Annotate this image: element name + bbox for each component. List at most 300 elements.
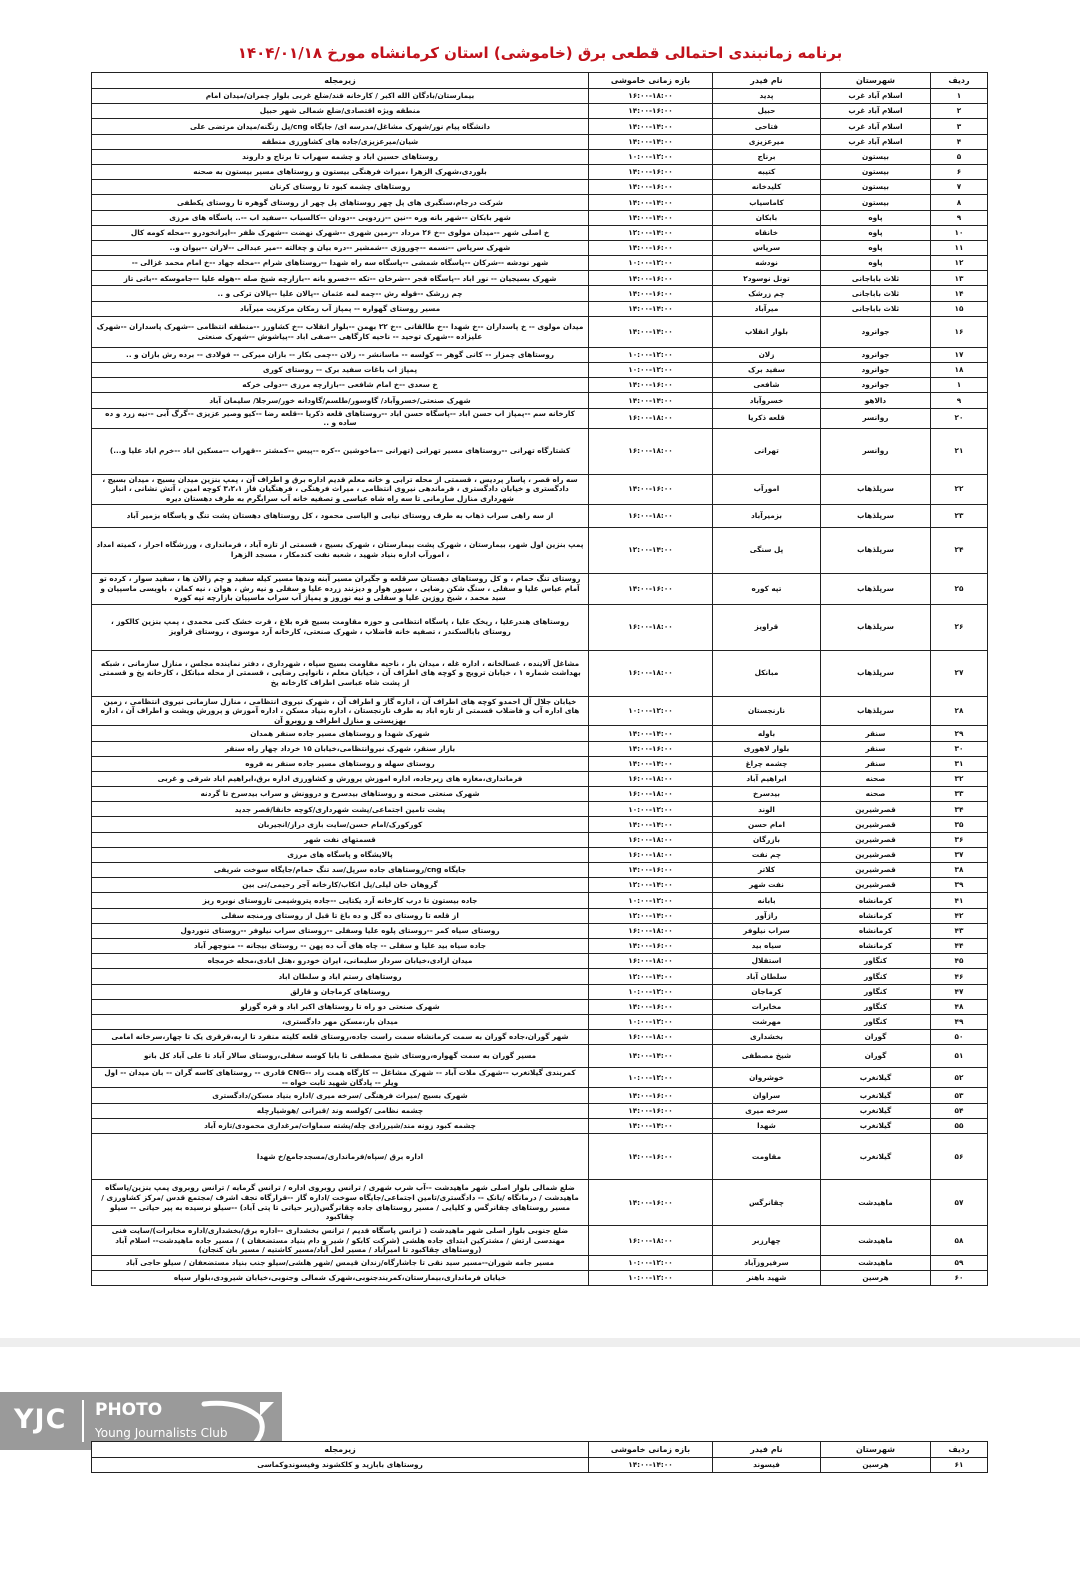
cell-city: اسلام آباد غرب (821, 119, 931, 134)
cell-radif: ۶۱ (931, 1458, 988, 1473)
cell-city: جوانرود (821, 363, 931, 378)
cell-city: ماهیدشت (821, 1226, 931, 1256)
cell-radif: ۳۶ (931, 832, 988, 847)
cell-radif: ۸ (931, 195, 988, 210)
cell-radif: ۲۱ (931, 428, 988, 474)
cell-feeder: بیدسرخ (713, 787, 821, 802)
cell-radif: ۲۵ (931, 573, 988, 604)
cell-radif: ۴۸ (931, 999, 988, 1014)
cell-city: ثلاث باباجانی (821, 301, 931, 316)
cell-radif: ۳۰ (931, 741, 988, 756)
cell-city: سنقر (821, 726, 931, 741)
cell-time: ۱۴:۰۰-۱۶:۰۰ (589, 240, 713, 255)
cell-sub: چشمه کبود زونه مند/شیرزادی چله/پشته سماوات/مرغداری محمودی/تازه آباد (92, 1118, 589, 1133)
table-row (92, 271, 988, 286)
cell-time: ۱۲:۰۰-۱۴:۰۰ (589, 878, 713, 893)
cell-radif: ۲۹ (931, 726, 988, 741)
table-row (92, 504, 988, 527)
cell-city: پاوه (821, 240, 931, 255)
cell-feeder: امام حسن (713, 817, 821, 832)
cell-city: بیستون (821, 180, 931, 195)
table-row (92, 604, 988, 650)
table-row (92, 878, 988, 893)
table-row (92, 863, 988, 878)
header-radif: ردیف (931, 73, 988, 89)
cell-time: ۱۴:۰۰-۱۶:۰۰ (589, 741, 713, 756)
table-row (92, 984, 988, 999)
cell-sub: شهرک صنعتی صحنه و روستاهای بیدسرخ و دروونش و سراب بیدسرخ تا گردنه (92, 787, 589, 802)
cell-time: ۱۶:۰۰-۱۸:۰۰ (589, 428, 713, 474)
table-row (92, 149, 988, 164)
cell-radif: ۴۵ (931, 954, 988, 969)
cell-feeder: چهارزبر (713, 1226, 821, 1256)
cell-city: سرپلذهاب (821, 527, 931, 573)
cell-city: کرمانشاه (821, 908, 931, 923)
table-row (92, 1118, 988, 1133)
cell-time: ۱۴:۰۰-۱۶:۰۰ (589, 378, 713, 393)
header-feeder: نام فیدر (713, 73, 821, 89)
cell-city: کرمانشاه (821, 923, 931, 938)
cell-feeder: استقلال (713, 954, 821, 969)
cell-feeder: سرفیروزآباد (713, 1255, 821, 1270)
cell-feeder: چقانرگس (713, 1180, 821, 1226)
cell-sub: مسیر گوران به سمت گهواره،روستای شیخ مصطفی تا بابا کوسه سفلی،روستای سالار آباد تا علی آباد کل بانو (92, 1045, 589, 1068)
cell-radif: ۳۴ (931, 802, 988, 817)
cell-city: پاوه (821, 210, 931, 225)
table-row (92, 1255, 988, 1270)
cell-sub: روستاهای چمزار -- کانی گوهر -- کولسه -- ماسانشر -- زلان --چمی بکار -- بازان میرکی -- فولادی -- برده رش بازان و .. (92, 347, 589, 362)
cell-sub: شیان/میرعزیزی/جاده های کشاورزی منطقه (92, 134, 589, 149)
cell-city: قصرشیرین (821, 832, 931, 847)
cell-radif: ۱۳ (931, 271, 988, 286)
cell-sub: پشت تامین اجتماعی/پشت شهرداری/کوچه خانقا/قصر جدید (92, 802, 589, 817)
cell-city: کنگاور (821, 984, 931, 999)
cell-sub: بازار سنقر، شهرک نیروانتظامی،خیابان ۱۵ خرداد چهار راه سنقر (92, 741, 589, 756)
cell-feeder: سفید برک (713, 363, 821, 378)
cell-sub: روستای سهله و روستاهای مسیر جاده سنقر به فروه (92, 756, 589, 771)
cell-time: ۱۰:۰۰-۱۲:۰۰ (589, 1255, 713, 1270)
cell-sub: روستاهای هندرعلیا ، ریخک علیا ، پاسگاه انتظامی و حوزه مقاومت بسیج قره بلاغ ، قرت خشک کنی محمدی ، پمپ بنزین کالکوز ، روستای بابالسکندر ، تصفیه خانه فاضلاب ، شهرک صنعتی، کارخانه آرد موسوی ، روستای قراویز (92, 604, 589, 650)
cell-city: سنقر (821, 741, 931, 756)
table-row (92, 89, 988, 104)
cell-feeder: نارنجستان (713, 696, 821, 726)
cell-city: پاوه (821, 256, 931, 271)
cell-sub: شهرک بسیج /میراث فرهنگی /سرخه میری /اداره بنیاد مسکن/دادگستری (92, 1088, 589, 1103)
cell-feeder: بخشداری (713, 1030, 821, 1045)
cell-city: گیلانغرب (821, 1134, 931, 1180)
cell-radif: ۵۰ (931, 1030, 988, 1045)
cell-feeder: تونل نوسود۲ (713, 271, 821, 286)
cell-radif: ۵۴ (931, 1103, 988, 1118)
cell-time: ۱۶:۰۰-۱۸:۰۰ (589, 408, 713, 428)
cell-radif: ۲۴ (931, 527, 988, 573)
cell-city: روانسر (821, 408, 931, 428)
cell-city: دالاهو (821, 393, 931, 408)
cell-feeder: حبیل (713, 104, 821, 119)
cell-sub: جایگاه cng/روستاهای جاده سرپل/سد تنگ حمام/جایگاه سوخت شریفی (92, 863, 589, 878)
cell-radif: ۹ (931, 393, 988, 408)
table-row (92, 969, 988, 984)
cell-radif: ۲۶ (931, 604, 988, 650)
cell-sub: میدان مولوی -- خ پاسداران --خ شهدا --خ طالقانی --خ ۲۲ بهمن --بلوار انقلاب --خ کشاورز --منطقه انتظامی --شهرک پاسداران --شهرک علیزاده --شهرک توحید -- ناحیه کارگاهی --صفی اباد --پیاشوش --شهرک صنعتی (92, 316, 589, 347)
cell-city: گیلانغرب (821, 1103, 931, 1118)
table-row (92, 787, 988, 802)
cell-sub: مسیر روستای گهواره -- پمپاژ آب زمکان مرکزیت میرآباد (92, 301, 589, 316)
logo-divider (82, 1400, 84, 1442)
cell-sub: سه راه قصر ، پاسار پردیس ، قسمتی از محله ترابی و خانه معلم قدیم اداره برق و اطراف آن ، پمپ بنزین میدان بسیج ، میدان بسیج ، دادگستری و خیابان دادگستری ، فرماندهی نیروی انتظامی ، میراث فرهنگی ، فرهنگیان فاز ۳،۲،۱ کوچه امین ، آتش نشانی ، انبار شهرداری منازل سازمانی تا سه راه شاه عباسی و تصفیه خانه آب سرابگرم به طرف دهستان دیره (92, 474, 589, 504)
cell-time: ۱۴:۰۰-۱۶:۰۰ (589, 1180, 713, 1226)
cell-time: ۱۴:۰۰-۱۴:۰۰ (589, 316, 713, 347)
table-row (92, 802, 988, 817)
table-row (92, 104, 988, 119)
table-row (92, 164, 988, 179)
cell-time: ۱۴:۰۰-۱۶:۰۰ (589, 474, 713, 504)
cell-sub: روستاهای چشمه کبود تا روستای کرنان (92, 180, 589, 195)
cell-feeder: مقاومت (713, 1134, 821, 1180)
cell-radif: ۴۳ (931, 923, 988, 938)
cell-feeder: کرماجان (713, 984, 821, 999)
cell-city: صحنه (821, 787, 931, 802)
cell-time: ۱۰:۰۰-۱۲:۰۰ (589, 984, 713, 999)
cell-feeder: میرآباد (713, 301, 821, 316)
cell-sub: خیابان جلال آل احمدو کوچه های اطراف آن ، اداره گاز و اطراف آن ، شهرک نیروی انتظامی ، منازل سازمانی نیروی انتظامی ، زمین های اداره آب و فاضلاب قسمتی از تازه اباد به طرف نارنجستان ، اداره بنیاد مسکن ، اداره آموزش و پرورش وپشت و اطراف آن ، اداره بهزیستی و منازل اطراف و روبرو آن (92, 696, 589, 726)
cell-radif: ۳۷ (931, 847, 988, 862)
cell-radif: ۲۸ (931, 696, 988, 726)
table-row (92, 363, 988, 378)
table-row (92, 286, 988, 301)
cell-feeder: سراوان (713, 1088, 821, 1103)
cell-sub: شهرک بسیجیان -- نور اباد --پاسگاه فجر --شرخان --تکه --خسرو بانه --بازارچه شیخ صله --هوله علیا --جاموسکه --باتی تاز (92, 271, 589, 286)
table-row (92, 119, 988, 134)
table-row (92, 474, 988, 504)
table-header-row (92, 73, 988, 89)
outage-schedule-table-page2 (91, 1441, 988, 1473)
cell-time: ۱۶:۰۰-۱۸:۰۰ (589, 604, 713, 650)
cell-feeder: زلان (713, 347, 821, 362)
cell-sub: مشاغل آلاینده ، غسالخانه ، اداره غله ، میدان بار ، ناحیه مقاومت بسیج سپاه ، شهرداری ، دفتر نماینده مجلس ، منازل سازمانی ، شبکه بهداشت شماره ۱ ، خیابان ترویج و کوچه های اطراف آن ، خیابان معلم ، نانوایی رضایی ، قسمتی از محله مبانکل ، کارخانه یخ و قسمتی از پشت شاه عباسی اطراف کارخانه یخ (92, 650, 589, 696)
cell-feeder: تهرانی (713, 428, 821, 474)
cell-radif: ۱۲ (931, 256, 988, 271)
cell-time: ۱۶:۰۰-۱۸:۰۰ (589, 832, 713, 847)
cell-feeder: کاماسیاب (713, 195, 821, 210)
cell-feeder: امورآب (713, 474, 821, 504)
header-radif: ردیف (931, 1442, 988, 1458)
cell-feeder: سیاه بید (713, 938, 821, 953)
cell-feeder: راژآور (713, 908, 821, 923)
cell-sub: روستای تنگ حمام ، و کل روستاهای دهستان سرقلعه و جگیران مسیر آبنه وندها مسیر کیله سفید و چم زالان ها ، سفید سوار ، کرده تو آمام عباس علیا و سفلی ، سنگ شکن رضایی ، سیور هوار و دیزنند زرده علیا و سفلی و نیه رش ، هوان ، نیه کمان ، باویسی ماسپیان و سید محمد ، شیخ روژین علیا و سفلی و نیه نوروز و پمپاژ آب سراب ماسپیان بازارچه تپه کوره (92, 573, 589, 604)
cell-sub: جاده بیستون تا درب کارخانه آرد یکتایی --جاده پتروشیمی تاروستای نوبره ریز (92, 893, 589, 908)
cell-city: قصرشیرین (821, 847, 931, 862)
table-row (92, 756, 988, 771)
cell-radif: ۱ (931, 378, 988, 393)
cell-time: ۱۴:۰۰-۱۴:۰۰ (589, 1118, 713, 1133)
cell-sub: شهر گوران،جاده گوران به سمت کرمانشاه سمت راست جاده،روستای قلعه کلیته منفرد تا اربه،قرقری یک تا چهار،سرخانه امامی (92, 1030, 589, 1045)
cell-time: ۱۶:۰۰-۱۸:۰۰ (589, 1226, 713, 1256)
cell-radif: ۱۱ (931, 240, 988, 255)
cell-time: ۱۶:۰۰-۱۸:۰۰ (589, 787, 713, 802)
table-row (92, 316, 988, 347)
cell-sub: چشمه نظامی /کولسه وند /قبرانی /هوشیارچله (92, 1103, 589, 1118)
header-feeder: نام فیدر (713, 1442, 821, 1458)
cell-feeder: چم نفت (713, 847, 821, 862)
cell-feeder: بابانه (713, 893, 821, 908)
cell-city: بیستون (821, 195, 931, 210)
cell-time: ۱۰:۰۰-۱۲:۰۰ (589, 1014, 713, 1029)
cell-feeder: بازرگان (713, 832, 821, 847)
cell-time: ۱۴:۰۰-۱۶:۰۰ (589, 164, 713, 179)
cell-radif: ۳۸ (931, 863, 988, 878)
header-time: بازه زمانی خاموشی (589, 1442, 713, 1458)
cell-sub: خ اصلی شهر --میدان مولوی --خ ۲۶ مرداد --زمین شهری --شهرک نهضت --شهرک ظفر --ایرانخودرو --محله کومه کال (92, 225, 589, 240)
cell-city: سرپلذهاب (821, 604, 931, 650)
cell-feeder: شیخ مصطفی (713, 1045, 821, 1068)
cell-feeder: سرخه میری (713, 1103, 821, 1118)
cell-city: ثلاث باباجانی (821, 286, 931, 301)
cell-sub: پمپ بنزین اول شهر، بیمارستان ، شهرک پشت بیمارستان ، شهرک بسیج ، قسمتی از تازه آباد ، فرمانداری ، ورزشگاه احرار ، کمیته امداد ، امورآب اداره بنیاد شهید ، شعبه نفت کندمکار ، مسجد الزهرا (92, 527, 589, 573)
cell-time: ۱۴:۰۰-۱۶:۰۰ (589, 286, 713, 301)
table-row (92, 393, 988, 408)
cell-time: ۱۲:۰۰-۱۴:۰۰ (589, 527, 713, 573)
cell-sub: شهرک سرپاس --نسمه --چوروژی --شمشیر --دره بیان و چغالته --میر عبدالی --لاران --بیوان و.. (92, 240, 589, 255)
table-row (92, 180, 988, 195)
cell-sub: روستاهای حسین اباد و چشمه سهراب تا برناج و داروند (92, 149, 589, 164)
cell-city: سنقر (821, 756, 931, 771)
cell-sub: خیابان فرمانداری،بیمارستان،کمربندجنوبی،شهرک شمالی وجنوبی،خیابان شیرودی،بلوار سپاه (92, 1270, 589, 1285)
cell-time: ۱۶:۰۰-۱۸:۰۰ (589, 847, 713, 862)
table-row (92, 1180, 988, 1226)
cell-feeder: باوله (713, 726, 821, 741)
cell-city: سرپلذهاب (821, 650, 931, 696)
cell-feeder: خانقاه (713, 225, 821, 240)
cell-radif: ۱۴ (931, 286, 988, 301)
cell-feeder: کلاتر (713, 863, 821, 878)
cell-time: ۱۴:۰۰-۱۴:۰۰ (589, 119, 713, 134)
cell-time: ۱۴:۰۰-۱۴:۰۰ (589, 817, 713, 832)
cell-radif: ۶ (931, 164, 988, 179)
cell-feeder: بابکان (713, 210, 821, 225)
table-row (92, 408, 988, 428)
cell-time: ۱۴:۰۰-۱۴:۰۰ (589, 210, 713, 225)
cell-city: جوانرود (821, 347, 931, 362)
table-row (92, 1045, 988, 1068)
cell-time: ۱۲:۰۰-۱۴:۰۰ (589, 908, 713, 923)
cell-time: ۱۶:۰۰-۱۸:۰۰ (589, 89, 713, 104)
cell-feeder: کلیدخانه (713, 180, 821, 195)
cell-radif: ۴۶ (931, 969, 988, 984)
cell-time: ۱۰:۰۰-۱۲:۰۰ (589, 1068, 713, 1088)
cell-feeder: مبانکل (713, 650, 821, 696)
cell-city: قصرشیرین (821, 802, 931, 817)
cell-city: گیلانغرب (821, 1068, 931, 1088)
cell-time: ۱۶:۰۰-۱۸:۰۰ (589, 504, 713, 527)
table-row (92, 378, 988, 393)
yjc-brand: YJC (14, 1404, 67, 1435)
cell-city: گیلانغرب (821, 1118, 931, 1133)
cell-city: قصرشیرین (821, 863, 931, 878)
page-title: برنامه زمانبندی احتمالی قطعی برق (خاموشی) استان کرمانشاه مورخ ۱۴۰۴/۰۱/۱۸ (237, 44, 843, 62)
cell-sub: ضلع شمالی بلوار اصلی شهر ماهیدشت --آب شرب شهری / ترانس روبروی اداره / ترانس گرمابه / ترانس روبروی پمپ بنزین/پاسگاه ماهیدشت / درمانگاه /بانک -- دادگستری/تامین اجتماعی/جایگاه سوخت /اداره گاز --قرارگاه نجف اشرف /مجتمع قدس /مرکز کشاورزی / مسیر روستاهای چقانرگس و کلیایی / مسیر روستاهای جاده چقانرگس(زیر حیاتی تا پتی آباد) --سیلو نرسیده به پیر حیاتی -- سیلو چقاکبود (92, 1180, 589, 1226)
table-row (92, 954, 988, 969)
cell-feeder: میرعزیزی (713, 134, 821, 149)
cell-feeder: بلوار لاهوری (713, 741, 821, 756)
table-row (92, 256, 988, 271)
cell-sub: میدان ازادی،خیابان سردار سلیمانی، ایران خودرو ،هتل ابادی،محله خرمجاه (92, 954, 589, 969)
cell-sub: مسیر جامه شوران--مسیر سید نقی تا جاشارگاه/زندان قیمس /شهر هلشی/سیلو جنب بنیاد مستضعفان / سیلو حاجی آباد (92, 1255, 589, 1270)
cell-time: ۱۴:۰۰-۱۶:۰۰ (589, 1088, 713, 1103)
cell-radif: ۱۸ (931, 363, 988, 378)
cell-sub: روستاهای بابازید و کلکشوند وفیسوندوکماسی (92, 1458, 589, 1473)
cell-feeder: چشمه چراغ (713, 756, 821, 771)
cell-sub: شهر بابکان --شهر بانه وره --نین --زردویی --دودان --کالسیاب --سفید اب --.. پاسگاه های مرزی (92, 210, 589, 225)
cell-sub: از سه راهی سراب ذهاب به طرف روستای نیابی و الیاسی محمود ، کل روستاهای دهستان پشت تنگ و پاسگاه بزمیر آباد (92, 504, 589, 527)
cell-sub: شهرک صنعتی/خسروآباد/ گاوسور/طلسم/گاودانه خور/سرجلا/ سلیمان آباد (92, 393, 589, 408)
cell-time: ۱۴:۰۰-۱۴:۰۰ (589, 756, 713, 771)
cell-radif: ۷ (931, 180, 988, 195)
cell-time: ۱۰:۰۰-۱۲:۰۰ (589, 149, 713, 164)
cell-sub: روستاهای کرماجان و قارلق (92, 984, 589, 999)
cell-time: ۱۴:۰۰-۱۶:۰۰ (589, 863, 713, 878)
cell-feeder: بزمیرآباد (713, 504, 821, 527)
cell-sub: از قلعه تا روستای ده گل و ده باغ تا قبل از روستای ورمنجه سفلی (92, 908, 589, 923)
cell-time: ۱۴:۰۰-۱۴:۰۰ (589, 1045, 713, 1068)
cell-feeder: سراب نیلوفر (713, 923, 821, 938)
cell-radif: ۵۷ (931, 1180, 988, 1226)
cell-radif: ۱۵ (931, 301, 988, 316)
cell-time: ۱۰:۰۰-۱۲:۰۰ (589, 802, 713, 817)
cell-feeder: شهدا (713, 1118, 821, 1133)
cell-radif: ۵۵ (931, 1118, 988, 1133)
cell-city: کنگاور (821, 999, 931, 1014)
table-row (92, 428, 988, 474)
table-row (92, 1270, 988, 1285)
table-row (92, 225, 988, 240)
cell-radif: ۲۳ (931, 504, 988, 527)
cell-feeder: نودشه (713, 256, 821, 271)
cell-radif: ۱۰ (931, 225, 988, 240)
cell-city: گوران (821, 1030, 931, 1045)
cell-city: ماهیدشت (821, 1255, 931, 1270)
cell-time: ۱۰:۰۰-۱۲:۰۰ (589, 363, 713, 378)
cell-feeder: مخابرات (713, 999, 821, 1014)
cell-radif: ۳۱ (931, 756, 988, 771)
cell-sub: جاده سیاه بید علیا و سفلی -- چاه های آب ده پهن -- روستای بیجانه -- منوچهر آباد (92, 938, 589, 953)
cell-time: ۱۴:۰۰-۱۴:۰۰ (589, 726, 713, 741)
cell-radif: ۲ (931, 104, 988, 119)
cell-time: ۱۴:۰۰-۱۴:۰۰ (589, 393, 713, 408)
cell-time: ۱۴:۰۰-۱۴:۰۰ (589, 1458, 713, 1473)
cell-radif: ۴۷ (931, 984, 988, 999)
header-city: شهرستان (821, 1442, 931, 1458)
cell-radif: ۴۱ (931, 893, 988, 908)
cell-radif: ۶۰ (931, 1270, 988, 1285)
cell-feeder: قراویز (713, 604, 821, 650)
table-row (92, 1103, 988, 1118)
cell-city: جوانرود (821, 316, 931, 347)
cell-radif: ۵ (931, 149, 988, 164)
cell-city: کنگاور (821, 1014, 931, 1029)
cell-time: ۱۶:۰۰-۱۸:۰۰ (589, 771, 713, 786)
cell-city: سرپلذهاب (821, 474, 931, 504)
header-sub: زیرمجله (92, 1442, 589, 1458)
cell-sub: کمربندی گیلانغرب --شهرک ملات آباد -- شهرک مشاغل -- کارگاه همت زاد --CNG قادری -- روستاهای کاسه گران -- بان میدان -- اول ویلر -- پادگان شهید ثابت خواه -- (92, 1068, 589, 1088)
cell-city: بیستون (821, 164, 931, 179)
cell-city: هرسین (821, 1270, 931, 1285)
cell-time: ۱۴:۰۰-۱۶:۰۰ (589, 271, 713, 286)
cell-city: کنگاور (821, 969, 931, 984)
table-row (92, 908, 988, 923)
cell-radif: ۳۲ (931, 771, 988, 786)
cell-sub: شرکت درجام،سنگبری های پل چهر روستاهای پل چهر از روستای گوهره تا روستای یکطفی (92, 195, 589, 210)
cell-sub: روستای سیاه کمر --روستای پلوه علیا وسفلی --روستای سراب نیلوفر --روستای تنوردول (92, 923, 589, 938)
cell-radif: ۵۳ (931, 1088, 988, 1103)
cell-feeder: ابراهیم آباد (713, 771, 821, 786)
cell-feeder: شافعی (713, 378, 821, 393)
cell-time: ۱۴:۰۰-۱۴:۰۰ (589, 195, 713, 210)
cell-time: ۱۶:۰۰-۱۸:۰۰ (589, 954, 713, 969)
cell-radif: ۱۶ (931, 316, 988, 347)
header-time: بازه زمانی خاموشی (589, 73, 713, 89)
cell-radif: ۴۲ (931, 908, 988, 923)
cell-city: اسلام آباد غرب (821, 104, 931, 119)
cell-city: ثلاث باباجانی (821, 271, 931, 286)
cell-city: اسلام آباد غرب (821, 134, 931, 149)
cell-sub: دانشگاه پیام نور/شهرک مشاغل/مدرسه ای/ جایگاه cng/پل زنگنه/میدان مرتضی علی (92, 119, 589, 134)
cell-sub: کشتارگاه تهرانی --روستاهای مسیر تهرانی (تهرانی --ماخوشین --کره --پیس --کمشتر --قهراب --مسکین اباد --خرم اباد علیا و...) (92, 428, 589, 474)
cell-feeder: مهرشت (713, 1014, 821, 1029)
cell-sub: شهرک شهدا و روستاهای مسیر جاده سنقر همدان (92, 726, 589, 741)
cell-sub: شهر نودشه --شرکان --پاسگاه شمشی --پاسگاه سه راه شهدا --روستاهای شرام --محله جهاد --خ امام محمد غزالی -- (92, 256, 589, 271)
cell-sub: گروهان خان لیلی/پل انکاب/کارخانه آجر رحیمی/نی بین (92, 878, 589, 893)
table-row (92, 1226, 988, 1256)
table-row (92, 893, 988, 908)
table-row (92, 923, 988, 938)
cell-city: گوران (821, 1045, 931, 1068)
cell-radif: ۵۶ (931, 1134, 988, 1180)
cell-city: کرمانشاه (821, 893, 931, 908)
cell-time: ۱۴:۰۰-۱۶:۰۰ (589, 180, 713, 195)
cell-radif: ۴ (931, 134, 988, 149)
cell-radif: ۲۰ (931, 408, 988, 428)
cell-time: ۱۲:۰۰-۱۴:۰۰ (589, 225, 713, 240)
table-row (92, 650, 988, 696)
cell-radif: ۳۵ (931, 817, 988, 832)
table-header-row (92, 1442, 988, 1458)
cell-time: ۱۴:۰۰-۱۶:۰۰ (589, 938, 713, 953)
table-row (92, 1030, 988, 1045)
table-row (92, 347, 988, 362)
cell-feeder: پدید (713, 89, 821, 104)
cell-city: پاوه (821, 225, 931, 240)
cell-feeder: بلوار انقلاب (713, 316, 821, 347)
cell-feeder: برناج (713, 149, 821, 164)
cell-time: ۱۴:۰۰-۱۶:۰۰ (589, 573, 713, 604)
cell-feeder: خسروآباد (713, 393, 821, 408)
cell-feeder: نفت شهر (713, 878, 821, 893)
table-row (92, 1458, 988, 1473)
cell-feeder: خوشروان (713, 1068, 821, 1088)
cell-radif: ۵۲ (931, 1068, 988, 1088)
table-row (92, 1088, 988, 1103)
cell-city: سرپلذهاب (821, 696, 931, 726)
cell-time: ۱۴:۰۰-۱۶:۰۰ (589, 1103, 713, 1118)
cell-city: کرمانشاه (821, 938, 931, 953)
cell-feeder: سرپاس (713, 240, 821, 255)
table-row (92, 210, 988, 225)
cell-feeder: سلطان آباد (713, 969, 821, 984)
cell-time: ۱۰:۰۰-۱۲:۰۰ (589, 696, 713, 726)
table-row (92, 573, 988, 604)
cell-sub: بیمارستان/بادگان الله اکبر / کارخانه قند/ضلع غربی بلوار چمران/میدان امام (92, 89, 589, 104)
